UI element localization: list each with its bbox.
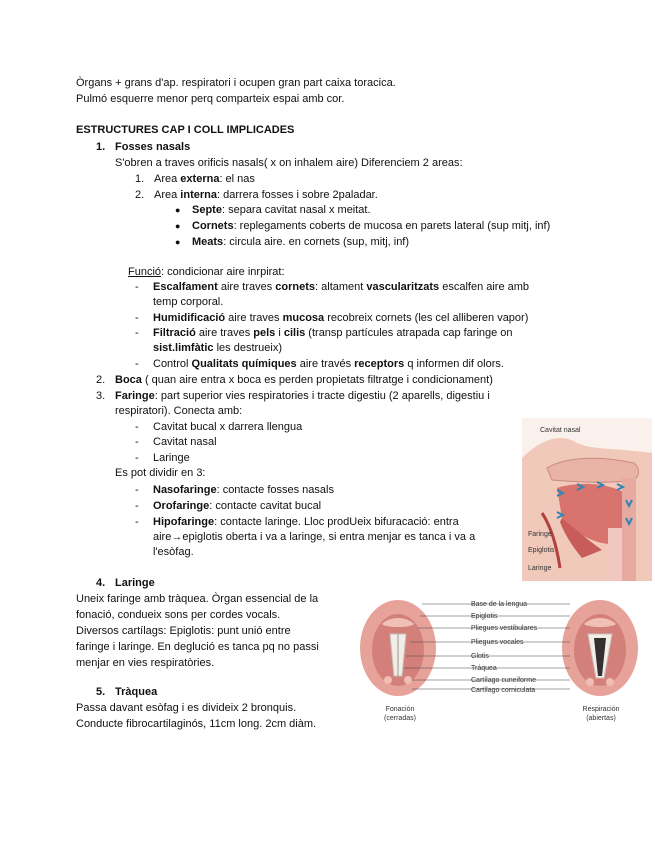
- funcio-label: Funció: [128, 266, 162, 278]
- s4-title: Laringe: [115, 577, 155, 589]
- s4-line-3: Diversos cartílags: Epiglotis: punt unió entre: [76, 625, 291, 637]
- s1-bullet-meats: [192, 235, 409, 250]
- s3-hipofaringe-l3: l'esòfag.: [153, 546, 194, 558]
- f4-t4: receptors: [354, 358, 405, 370]
- f3-t2: aire traves: [195, 327, 254, 339]
- larynx-caption-right-2: (abiertas): [586, 715, 616, 722]
- f1-t6: escalfen aire amb: [439, 281, 530, 293]
- s3-part-hipofaringe: [153, 515, 459, 530]
- s3-hipofaringe-l2: aire→epiglotis oberta i va a laringe, si entra menjar es tanca i va a: [153, 531, 476, 543]
- f3-t5: cilis: [283, 327, 306, 339]
- f4-t1: Control: [153, 358, 192, 370]
- f2-t3: mucosa: [282, 312, 325, 324]
- s1-bullet-septe: [192, 203, 371, 218]
- d3-bold: Hipofaringe: [153, 516, 215, 528]
- s3-part-orofaringe: [153, 499, 321, 514]
- s3-number: 3.: [96, 390, 106, 402]
- s1-area1-bold: externa: [180, 173, 220, 185]
- funcio-line: [128, 265, 285, 280]
- s1-bullet-cornets: [192, 219, 550, 234]
- head-label-faringe: Faringe: [528, 531, 552, 538]
- s1-area1: [154, 172, 255, 187]
- funcio-text: : condicionar aire inrpirat:: [161, 266, 285, 278]
- bullet-icon: ●: [175, 221, 181, 231]
- larynx-label-vocales: Pliegues vocales: [471, 639, 524, 646]
- s1-area2: [154, 188, 378, 203]
- larynx-caption-left-2: (cerradas): [384, 715, 416, 722]
- s3-connect-1: - Cavitat bucal x darrera llengua: [153, 420, 302, 435]
- d3-post: : contacte laringe. Lloc prodUeix bifuracació: entra: [214, 516, 459, 528]
- s2-number: 2.: [96, 374, 106, 386]
- funcio-item-control: [153, 357, 504, 372]
- larynx-left-view: [360, 600, 436, 696]
- f3-t1: Filtració: [153, 327, 196, 339]
- intro-line-1: Òrgans + grans d'ap. respiratori i ocupen gran part caixa toracica.: [76, 77, 396, 89]
- septe-text: : separa cavitat nasal x meitat.: [221, 204, 371, 216]
- s1-area1-number: 1.: [135, 173, 145, 185]
- larynx-svg: [360, 594, 652, 730]
- f4-t2: Qualitats químiques: [191, 358, 297, 370]
- larynx-label-corniculata: Cartílago corniculata: [471, 687, 536, 694]
- d1-bold: Nasofaringe: [153, 484, 217, 496]
- meats-text: : circula aire. en cornets (sup, mitj, inf): [223, 236, 410, 248]
- larynx-label-epiglotis: Epiglotis: [471, 613, 498, 620]
- cornets-bold: Cornets: [192, 220, 234, 232]
- f2-t4: recobreix cornets (les cel alliberen vapor): [324, 312, 529, 324]
- f1-t2: aire traves: [217, 281, 276, 293]
- septe-bold: Septe: [192, 204, 222, 216]
- cornets-text: : replegaments coberts de mucosa en parets lateral (sup mitj, inf): [233, 220, 551, 232]
- bullet-icon: ●: [175, 205, 181, 215]
- meats-bold: Meats: [192, 236, 224, 248]
- f3-c2: les destrueix): [213, 342, 283, 354]
- s4-line-2: fonació, condueix sons per cordes vocals.: [76, 609, 281, 621]
- f2-t2: aire traves: [225, 312, 283, 324]
- f3-t6: (transp partícules atrapada cap faringe on: [305, 327, 513, 339]
- f4-t5: q informen dif olors.: [404, 358, 504, 370]
- funcio-item-filtracio: [153, 326, 513, 341]
- s4-line-1: Uneix faringe amb tràquea. Òrgan essencial de la: [76, 593, 319, 605]
- funcio-item-escalfament: [153, 280, 529, 295]
- larynx-label-cuneiforme: Cartílago cuneiforme: [471, 677, 536, 684]
- s1-area1-post: : el nas: [219, 173, 255, 185]
- larynx-caption-left-1: Fonación: [385, 706, 415, 713]
- s1-area2-bold: interna: [180, 189, 217, 201]
- larynx-label-traquea: Tráquea: [471, 665, 497, 672]
- s4-number: 4.: [96, 577, 106, 589]
- f1-t1: Escalfament: [153, 281, 218, 293]
- s3-divide: Es pot dividir en 3:: [115, 467, 206, 479]
- head-label-epiglotis: Epiglotis: [528, 547, 555, 554]
- s1-area2-pre: Area: [154, 189, 181, 201]
- s4-line-5: menjar en vies respiratòries.: [76, 657, 215, 669]
- s1-number: 1.: [96, 141, 106, 153]
- f2-t1: Humidificació: [153, 312, 226, 324]
- d2-post: : contacte cavitat bucal: [209, 500, 322, 512]
- funcio-item-humidificacio: [153, 311, 528, 326]
- f1-t5: vascularitzats: [366, 281, 440, 293]
- s3-cont: respiratori). Conecta amb:: [115, 405, 243, 417]
- s5-title: Tràquea: [115, 686, 158, 698]
- s3-text: : part superior vies respiratories i tracte digestiu (2 aparells, digestiu i: [154, 390, 490, 402]
- f1-t3: cornets: [275, 281, 316, 293]
- head-label-cavitat: Cavitat nasal: [540, 427, 581, 434]
- s3-part-nasofaringe: [153, 483, 334, 498]
- larynx-right-view: [562, 600, 638, 696]
- larynx-caption-right-1: Respiración: [582, 706, 620, 713]
- head-anatomy-svg: [522, 418, 652, 581]
- s3-connect-3: - Laringe: [153, 451, 190, 466]
- s1-area2-number: 2.: [135, 189, 145, 201]
- funcio-item-filtracio-cont: [153, 341, 282, 356]
- f4-t3: aire través: [296, 358, 355, 370]
- s5-line-1: Passa davant esòfag i es divideix 2 bronquis.: [76, 702, 297, 714]
- d2-bold: Orofaringe: [153, 500, 210, 512]
- s2-title: Boca: [115, 374, 142, 386]
- s1-area1-pre: Area: [154, 173, 181, 185]
- s1-area2-post: : darrera fosses i sobre 2paladar.: [216, 189, 378, 201]
- d1-post: : contacte fosses nasals: [216, 484, 334, 496]
- larynx-label-glotis: Glotis: [471, 653, 489, 660]
- section-heading: ESTRUCTURES CAP I COLL IMPLICADES: [76, 124, 295, 136]
- head-anatomy-figure: [522, 418, 652, 581]
- s3-connect-2: - Cavitat nasal: [153, 435, 217, 450]
- head-label-laringe: Laringe: [528, 565, 552, 572]
- larynx-figure: [360, 594, 652, 730]
- s1-title: Fosses nasals: [115, 141, 191, 153]
- f3-t3: pels: [253, 327, 276, 339]
- s3-line: [115, 389, 490, 404]
- s3-title: Faringe: [115, 390, 155, 402]
- bullet-icon: ●: [175, 237, 181, 247]
- larynx-label-vestibulares: Pliegues vestibulares: [471, 625, 538, 632]
- funcio-item-escalfament-cont: temp corporal.: [153, 296, 224, 308]
- s2-text: ( quan aire entra x boca es perden propietats filtratge i condicionament): [141, 374, 493, 386]
- s5-line-2: Conducte fibrocartilaginós, 11cm long. 2cm diàm.: [76, 718, 317, 730]
- intro-line-2: Pulmó esquerre menor perq comparteix espai amb cor.: [76, 93, 345, 105]
- s1-description: S'obren a traves orificis nasals( x on inhalem aire) Diferenciem 2 areas:: [115, 157, 463, 169]
- s4-line-4: faringe i laringe. En deglució es tanca pq no passi: [76, 641, 319, 653]
- s5-number: 5.: [96, 686, 106, 698]
- f3-c1: sist.limfàtic: [153, 342, 214, 354]
- s2-line: [115, 373, 493, 388]
- f1-t4: : altament: [315, 281, 367, 293]
- larynx-label-base: Base de la lengua: [471, 601, 528, 608]
- f3-t4: i: [275, 327, 284, 339]
